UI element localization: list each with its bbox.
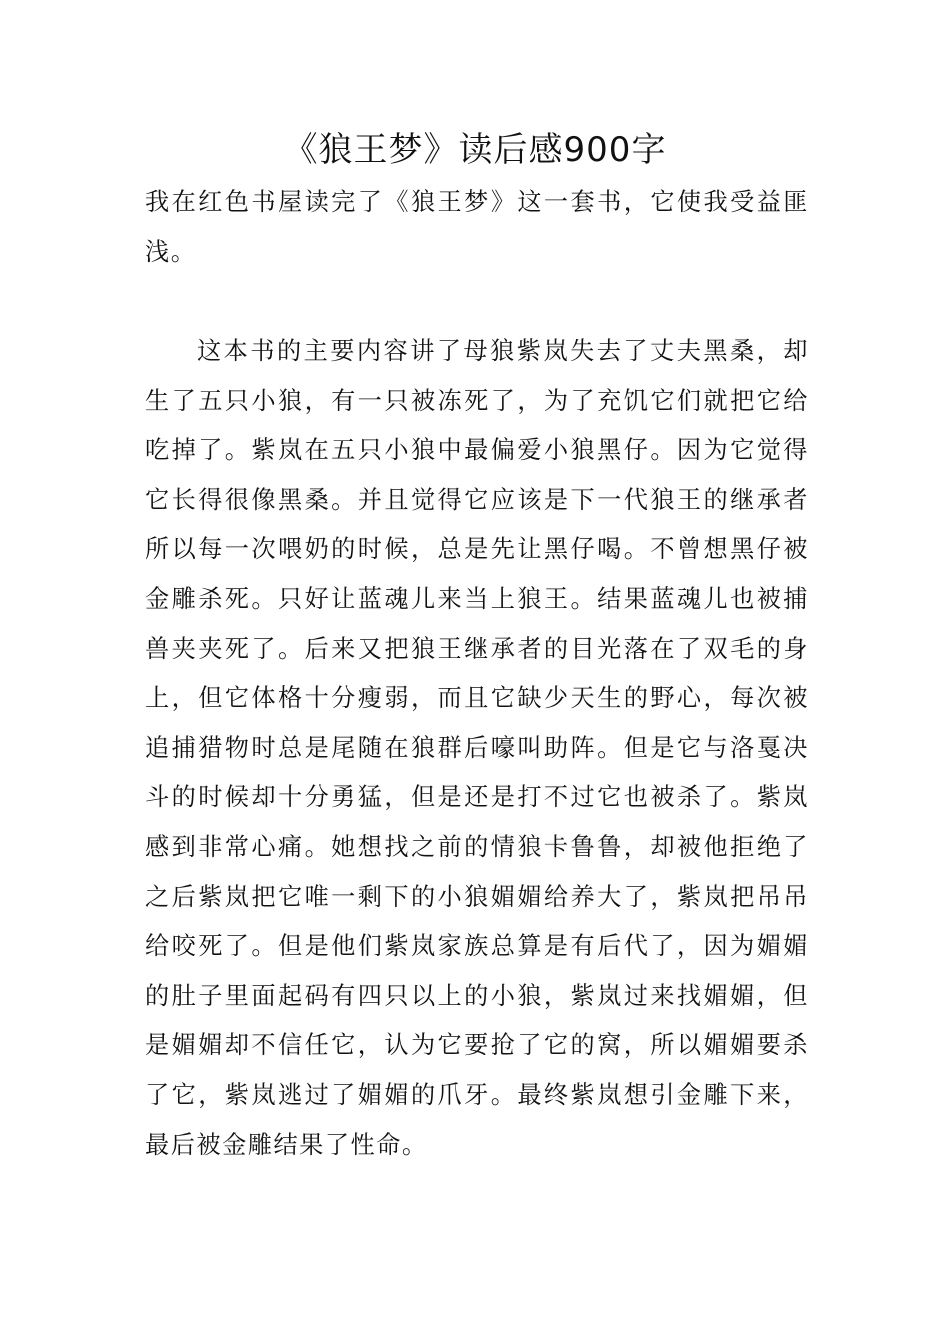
document-title: 《狼王梦》读后感900字 [283,130,667,170]
summary-paragraph: 这本书的主要内容讲了母狼紫岚失去了丈夫黑桑，却生了五只小狼，有一只被冻死了，为了充饥它们就把它给吃掉了。紫岚在五只小狼中最偏爱小狼黑仔。因为它觉得它长得很像黑桑。并且觉得它应该是下一代狼王的继承者所以每一次喂奶的时候，总是先让黑仔喝。不曾想黑仔被金雕杀死。只好让蓝魂儿来当上狼王。结果蓝魂儿也被捕兽夹夹死了。后来又把狼王继承者的目光落在了双毛的身上，但它体格十分瘦弱，而且它缺少天生的野心，每次被追捕猎物时总是尾随在狼群后嚎叫助阵。但是它与洛戛决斗的时候却十分勇猛，但是还是打不过它也被杀了。紫岚感到非常心痛。她想找之前的情狼卡鲁鲁，却被他拒绝了之后紫岚把它唯一剩下的小狼媚媚给养大了，紫岚把吊吊给咬死了。但是他们紫岚家族总算是有后代了，因为媚媚的肚子里面起码有四只以上的小狼，紫岚过来找媚媚，但是媚媚却不信任它，认为它要抢了它的窝，所以媚媚要杀了它，紫岚逃过了媚媚的爪牙。最终紫岚想引金雕下来，最后被金雕结果了性命。 [145,337,809,1159]
intro-paragraph: 我在红色书屋读完了《狼王梦》这一套书，它使我受益匪浅。 [145,188,809,266]
